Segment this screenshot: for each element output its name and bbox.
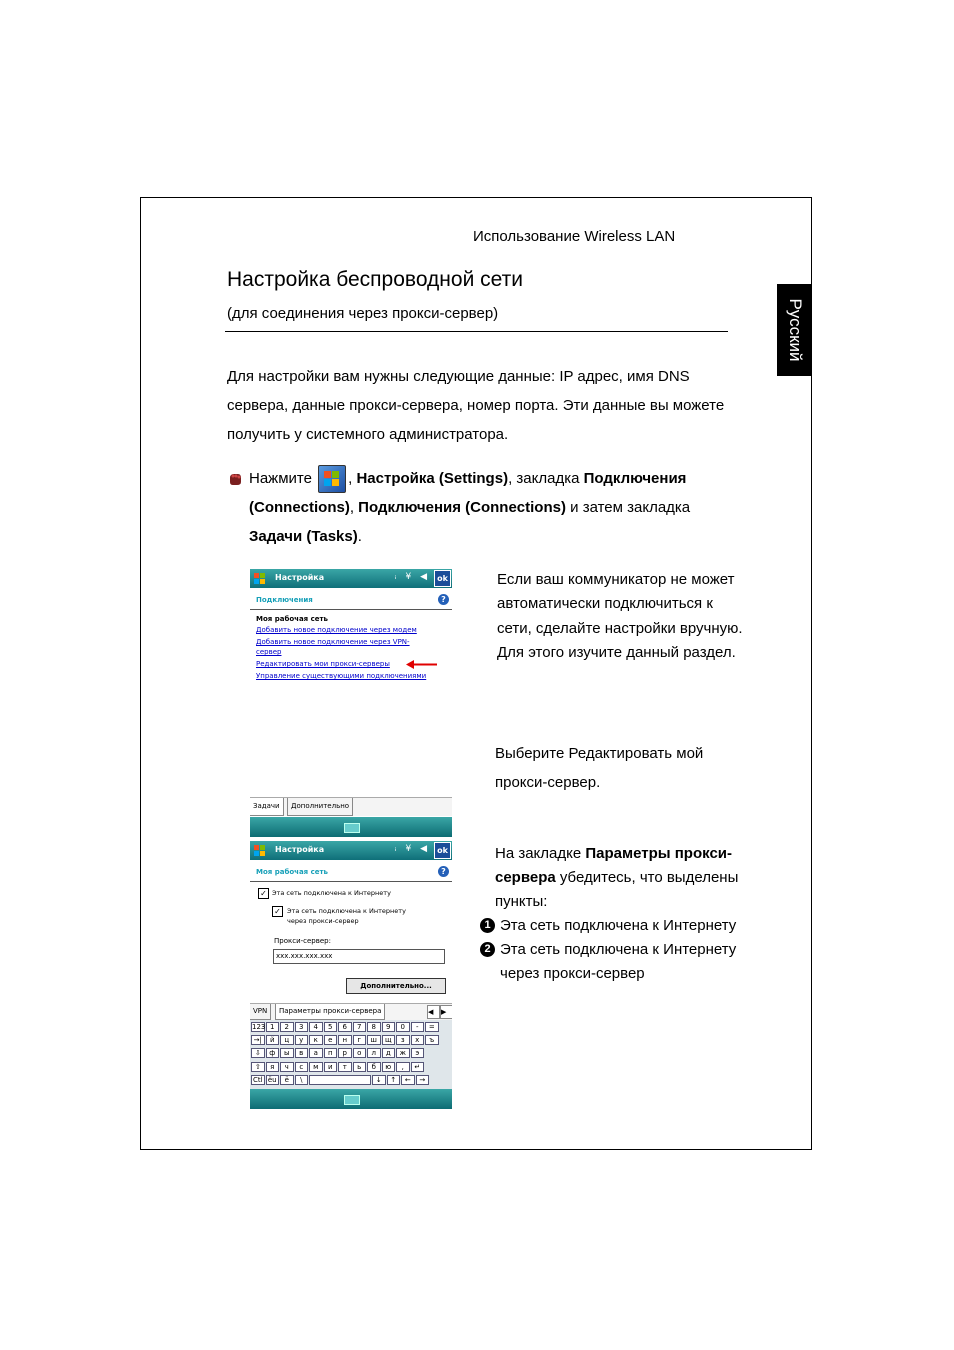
keyboard-key[interactable]: ж [396,1048,410,1058]
keyboard-key[interactable]: й [266,1035,280,1045]
keyboard-key[interactable]: 5 [324,1022,338,1032]
step-text-2: , [348,470,357,487]
list-item [480,914,740,938]
keyboard-key[interactable]: ъ [425,1035,439,1045]
keyboard-icon[interactable] [344,1095,360,1105]
keyboard-key[interactable]: ⇩ [251,1048,265,1058]
keyboard-key[interactable]: е [324,1035,338,1045]
keyboard-key[interactable]: м [309,1062,323,1072]
keyboard-key[interactable]: ф [266,1048,280,1058]
link-add-vpn[interactable]: Добавить новое подключение через VPN- [256,638,410,646]
checkbox-via-proxy-label-1: Эта сеть подключена к Интернету [287,907,406,915]
divider [250,881,452,882]
link-add-modem[interactable]: Добавить новое подключение через модем [256,626,417,634]
keyboard-key[interactable]: 4 [309,1022,323,1032]
note3-text-1: На закладке [495,845,586,862]
keyboard-key[interactable]: ц [280,1035,294,1045]
keyboard-key[interactable]: и [324,1062,338,1072]
keyboard-key[interactable]: д [382,1048,396,1058]
keyboard-key[interactable]: 3 [295,1022,309,1032]
item-number: 2 [480,942,495,957]
keyboard-key[interactable]: н [338,1035,352,1045]
keyboard-key[interactable]: - [411,1022,425,1032]
windows-flag-icon [253,844,266,857]
keyboard-key[interactable]: л [367,1048,381,1058]
tab-scroll-right[interactable]: ▶ [440,1005,452,1019]
title-bar [250,569,452,588]
keyboard-key[interactable]: о [353,1048,367,1058]
link-edit-proxy[interactable]: Редактировать мои прокси-серверы [256,660,390,668]
section-title: Моя рабочая сеть [256,868,328,876]
status-icons: ꜟ ¥ ◀ [394,844,430,854]
checklist [480,914,740,986]
step-text-6: . [357,528,362,546]
step-bold-tasks: Задачи (Tasks) [249,528,358,546]
step-bold-connections: Подключения (Connections) [358,499,566,517]
keyboard-key[interactable]: = [425,1022,439,1032]
keyboard-key[interactable]: с [295,1062,309,1072]
checkbox-internet-label: Эта сеть подключена к Интернету [272,889,391,897]
keyboard-key[interactable]: к [309,1035,323,1045]
keyboard-key[interactable]: ↓ [372,1075,386,1085]
language-tab-label: Русский [785,298,805,362]
title-bar [250,841,452,860]
keyboard-key[interactable]: ↵ [411,1062,425,1072]
menu-bar [250,1089,452,1109]
keyboard-key[interactable]: 1 [266,1022,280,1032]
windows-flag-icon [253,572,266,585]
title-rule [225,331,728,332]
item-text: Эта сеть подключена к Интернету через прокси-сервер [500,941,737,982]
note3-text-2: убедитесь, что выделены пункты: [495,869,739,910]
screenshot-proxy-settings [250,841,452,1109]
proxy-label: Прокси-сервер: [274,937,331,945]
keyboard-key[interactable]: → [416,1075,430,1085]
item-number: 1 [480,918,495,933]
keyboard-key[interactable]: в [295,1048,309,1058]
keyboard-key[interactable]: ч [280,1062,294,1072]
advanced-button[interactable]: Дополнительно... [346,978,446,994]
ok-button[interactable]: ok [434,570,451,587]
tab-advanced[interactable]: Дополнительно [287,798,353,816]
app-title: Настройка [275,845,325,854]
group-title: Моя рабочая сеть [256,615,328,623]
page-title: Настройка беспроводной сети [227,268,523,291]
checkbox-via-proxy[interactable]: ✓ [272,906,283,917]
keyboard-key[interactable]: ы [280,1048,294,1058]
language-tab [777,284,812,376]
start-menu-icon [318,465,346,493]
note3-bold: Параметры прокси-сервера [495,845,732,886]
keyboard-key[interactable]: р [338,1048,352,1058]
keyboard-key[interactable]: ëu [266,1075,280,1085]
note-edit-proxy: Выберите Редактировать мой прокси-сервер. [495,745,704,791]
keyboard-key[interactable]: 8 [367,1022,381,1032]
keyboard-key[interactable]: б [367,1062,381,1072]
keyboard-key[interactable]: э [411,1048,425,1058]
keyboard-key[interactable]: щ [382,1035,396,1045]
keyboard-key[interactable]: у [295,1035,309,1045]
keyboard-key[interactable]: →| [251,1035,265,1045]
keyboard-key[interactable]: ю [382,1062,396,1072]
divider [250,609,452,610]
tab-proxy-params[interactable]: Параметры прокси-сервера [275,1004,385,1020]
keyboard-key[interactable]: , [396,1062,410,1072]
keyboard-key[interactable]: 0 [396,1022,410,1032]
keyboard-icon[interactable] [344,823,360,833]
menu-bar [250,817,452,837]
red-arrow-icon [406,660,438,669]
keyboard-key[interactable]: х [411,1035,425,1045]
keyboard-key[interactable]: 9 [382,1022,396,1032]
keyboard-key[interactable]: ↑ [387,1075,401,1085]
keyboard-key[interactable]: ё [280,1075,294,1085]
keyboard-key[interactable]: 123 [252,1023,266,1031]
help-icon[interactable]: ? [438,594,449,605]
keyboard-key[interactable] [309,1075,371,1085]
keyboard-key[interactable]: \ [295,1075,309,1085]
keyboard-key[interactable]: з [396,1035,410,1045]
step-bold-connections-tab: Подключения (Connections) [249,470,687,517]
keyboard-key[interactable]: ь [353,1062,367,1072]
section-title: Подключения [256,596,313,604]
keyboard-key[interactable]: а [309,1048,323,1058]
tab-vpn[interactable]: VPN [250,1004,271,1020]
hand-bullet-icon [227,471,243,487]
step-text-4: , [349,499,359,517]
keyboard-key[interactable]: т [338,1062,352,1072]
keyboard-key[interactable]: ш [367,1035,381,1045]
running-header: Использование Wireless LAN [473,228,676,245]
keyboard-key[interactable]: я [266,1062,280,1072]
tab-strip [250,1003,452,1020]
help-icon[interactable]: ? [438,866,449,877]
app-title: Настройка [275,573,325,582]
tab-strip [250,797,452,816]
link-add-vpn-cont[interactable]: сервер [256,648,282,656]
tab-tasks[interactable]: Задачи [250,798,284,816]
page-subtitle: (для соединения через прокси-сервер) [227,305,499,322]
screenshot-connections [250,569,452,837]
keyboard-key[interactable]: п [324,1048,338,1058]
intro-paragraph: Для настройки вам нужны следующие данные: IP адрес, имя DNS сервера, данные прокси-сервера, номер порта. Эти данные вы можете получить у системного администратора. [227,368,725,443]
checkbox-internet[interactable]: ✓ [258,888,269,899]
keyboard-key[interactable]: 2 [280,1022,294,1032]
ok-button[interactable]: ok [434,842,451,859]
step-text-5: и затем закладка [565,499,691,517]
tab-scroll-left[interactable]: ◀ [427,1005,440,1019]
list-item [480,938,740,986]
keyboard-key[interactable]: г [353,1035,367,1045]
page-frame [140,197,812,1150]
step-bold-settings: Настройка (Settings) [356,470,509,487]
note-proxy-params [495,842,745,914]
keyboard-key[interactable]: 6 [338,1022,352,1032]
proxy-input[interactable]: xxx.xxx.xxx.xxx [273,949,445,964]
item-text: Эта сеть подключена к Интернету [500,917,737,934]
link-manage[interactable]: Управление существующими подключениями [256,672,427,680]
step-text-1: Нажмите [249,470,312,487]
keyboard-key[interactable]: ⇧ [251,1062,265,1072]
step-instruction [227,464,737,551]
status-icons: ꜟ ¥ ◀ [394,572,430,582]
keyboard-key[interactable]: ← [401,1075,415,1085]
keyboard-key[interactable]: 7 [353,1022,367,1032]
soft-keyboard [250,1020,452,1089]
step-text-3: , закладка [508,470,584,487]
keyboard-key[interactable]: Ctl [252,1075,263,1084]
checkbox-via-proxy-label-2: через прокси-сервер [287,917,359,925]
note-manual-setup: Если ваш коммуникатор не может автоматически подключиться к сети, сделайте настройки вручную. Для этого изучите данный раздел. [497,571,743,662]
